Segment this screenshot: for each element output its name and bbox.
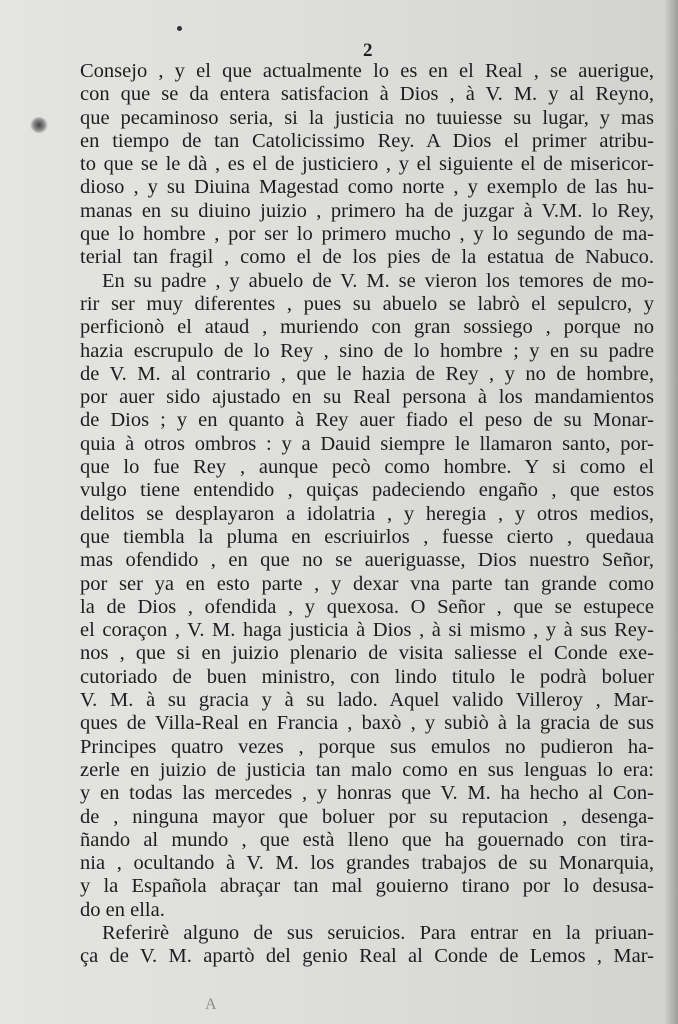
catchword: A bbox=[205, 996, 217, 1013]
text-line: ñando al mundo , que està lleno que ha gouernado con tira- bbox=[80, 828, 654, 851]
text-line: zerle en juizio de justicia tan malo como en sus lenguas lo era: bbox=[80, 758, 654, 781]
body-text bbox=[80, 60, 654, 969]
text-line: que tiembla la pluma en escriuirlos , fuesse cierto , quedaua bbox=[80, 525, 654, 548]
text-line: la de Dios , ofendida , y quexosa. O Señor , que se estupece bbox=[80, 595, 654, 618]
text-line: rir ser muy diferentes , pues su abuelo se labrò el sepulcro, y bbox=[80, 292, 654, 315]
text-line: Consejo , y el que actualmente lo es en el Real , se auerigue, bbox=[80, 60, 654, 82]
text-line: mas ofendido , en que no se aueriguasse, Dios nuestro Señor, bbox=[80, 549, 654, 572]
text-line: perficionò el ataud , muriendo con gran sossiego , porque no bbox=[80, 316, 654, 339]
text-line: terial tan fragil , como el de los pies de la estatua de Nabuco. bbox=[80, 246, 654, 269]
text-line: de V. M. al contrario , que le hazia de Rey , y no de hombre, bbox=[80, 362, 654, 385]
text-line: to que se le dà , es el de justiciero , y el siguiente el de misericor- bbox=[80, 153, 654, 176]
text-line: el coraçon , V. M. haga justicia à Dios , à si mismo , y à sus Rey- bbox=[80, 619, 654, 642]
text-line: de , ninguna mayor que boluer por su reputacion , desenga- bbox=[80, 805, 654, 828]
text-line: quia à otros ombros : y a Dauid siempre le llamaron santo, por- bbox=[80, 432, 654, 455]
text-line: y la Española abraçar tan mal gouierno tirano por lo desusa- bbox=[80, 875, 654, 898]
text-line: V. M. à su gracia y à su lado. Aquel valido Villeroy , Mar- bbox=[80, 689, 654, 712]
text-line: cutoriado de buen ministro, con lindo titulo le podrà boluer bbox=[80, 665, 654, 688]
text-line: dioso , y su Diuina Magestad como norte , y exemplo de las hu- bbox=[80, 176, 654, 199]
text-line: por ser ya en esto parte , y dexar vna parte tan grande como bbox=[80, 572, 654, 595]
text-line: con que se da entera satisfacion à Dios , à V. M. y al Reyno, bbox=[80, 83, 654, 106]
ink-speck bbox=[177, 26, 182, 31]
text-line: do en ella. bbox=[80, 898, 165, 921]
text-line: nia , ocultando à V. M. los grandes trabajos de su Monarquia, bbox=[80, 852, 654, 875]
text-line: En su padre , y abuelo de V. M. se vieron los temores de mo- bbox=[102, 269, 654, 292]
text-line: por auer sido ajustado en su Real persona à los mandamientos bbox=[80, 386, 654, 409]
text-line: Referirè alguno de sus seruicios. Para entrar en la priuan- bbox=[102, 921, 654, 944]
text-line: y en todas las mercedes , y honras que V. M. ha hecho al Con- bbox=[80, 782, 654, 805]
text-line: ça de V. M. apartò del genio Real al Conde de Lemos , Mar- bbox=[80, 945, 654, 968]
text-line: nos , que si en juizio plenario de visita saliesse el Conde exe- bbox=[80, 642, 654, 665]
text-line: ques de Villa-Real en Francia , baxò , y subiò à la gracia de sus bbox=[80, 712, 654, 735]
ink-blot bbox=[30, 117, 48, 133]
text-line: delitos se desplayaron a idolatria , y heregia , y otros medios, bbox=[80, 502, 654, 525]
text-line: que lo fue Rey , aunque pecò como hombre. Y si como el bbox=[80, 456, 654, 479]
text-line: vulgo tiene entendido , quiças padeciendo engaño , que estos bbox=[80, 479, 654, 502]
text-line: que lo hombre , por ser lo primero mucho , y lo segundo de ma- bbox=[80, 223, 654, 246]
text-line: Principes quatro vezes , porque sus emulos no pudieron ha- bbox=[80, 735, 654, 758]
text-line: en tiempo de tan Catolicissimo Rey. A Dios el primer atribu- bbox=[80, 129, 654, 152]
page-number: 2 bbox=[363, 40, 373, 61]
page-gutter-shadow bbox=[664, 0, 678, 1024]
text-line: que pecaminoso seria, si la justicia no tuuiesse su lugar, y mas bbox=[80, 106, 654, 129]
text-line: de Dios ; y en quanto à Rey auer fiado el peso de su Monar- bbox=[80, 409, 654, 432]
text-line: hazia escrupulo de lo Rey , sino de lo hombre ; y en su padre bbox=[80, 339, 654, 362]
text-line: manas en su diuino juizio , primero ha de juzgar à V.M. lo Rey, bbox=[80, 199, 654, 222]
